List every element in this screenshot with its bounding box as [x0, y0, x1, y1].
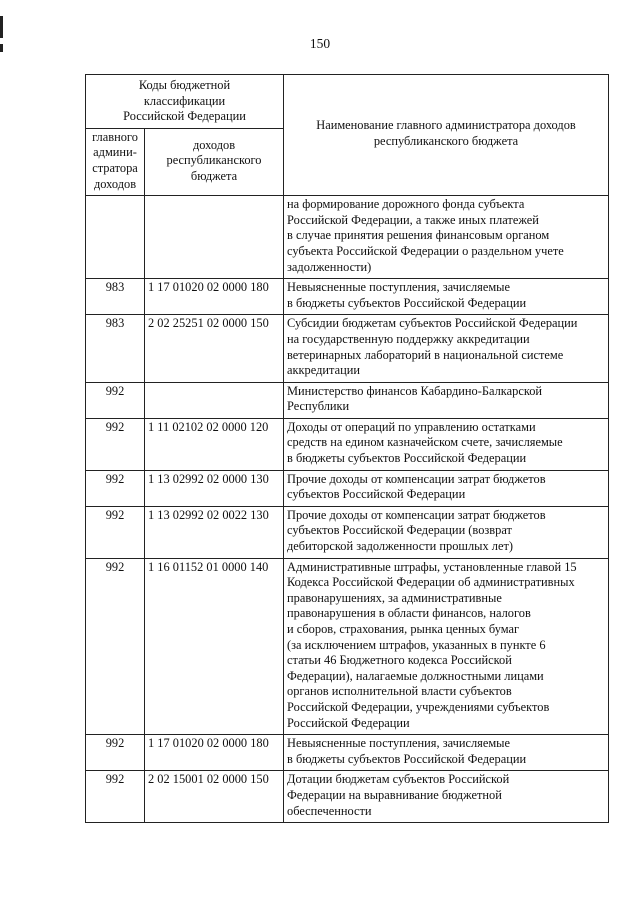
income-code-cell: 1 17 01020 02 0000 180 — [145, 735, 284, 771]
income-code-cell: 1 16 01152 01 0000 140 — [145, 558, 284, 735]
name-line: средств на едином казначейском счете, зачисляемые — [287, 435, 563, 450]
name-line: Невыясненные поступления, зачисляемые — [287, 736, 510, 751]
administrator-name-cell — [284, 470, 609, 506]
name-line: Кодекса Российской Федерации об административных — [287, 575, 575, 590]
header-administrator-name — [284, 75, 609, 196]
table-row — [86, 315, 609, 382]
administrator-name-cell — [284, 735, 609, 771]
name-line: (за исключением штрафов, указанных в пункте 6 — [287, 637, 546, 652]
header-line: главного — [92, 129, 138, 144]
header-line: доходов — [192, 137, 236, 152]
name-line: статьи 46 Бюджетного кодекса Российской — [287, 653, 512, 668]
table-row — [86, 382, 609, 418]
administrator-name-cell — [284, 196, 609, 279]
admin-code-cell: 992 — [86, 506, 145, 558]
name-line: Субсидии бюджетам субъектов Российской Федерации — [287, 316, 578, 331]
name-line: Министерство финансов Кабардино-Балкарской — [287, 383, 543, 398]
header-line: классификации — [143, 93, 226, 108]
header-line: Российской Федерации — [123, 109, 246, 124]
name-line: субъектов Российской Федерации (возврат — [287, 523, 512, 538]
header-republican-income — [145, 128, 284, 195]
header-line: Наименование главного администратора доходов — [316, 118, 576, 133]
name-line: субъектов Российской Федерации — [287, 487, 466, 502]
header-line: стратора — [92, 160, 138, 175]
header-main-administrator — [86, 128, 145, 195]
table-header — [86, 75, 609, 196]
table-row — [86, 470, 609, 506]
name-line: органов исполнительной власти субъектов — [287, 684, 512, 699]
name-line: Федерации), налагаемые должностными лицами — [287, 668, 544, 683]
administrator-name-cell — [284, 382, 609, 418]
name-line: обеспеченности — [287, 803, 372, 818]
income-code-cell — [145, 382, 284, 418]
header-budget-codes — [86, 75, 284, 129]
administrator-name-cell — [284, 279, 609, 315]
table-row — [86, 558, 609, 735]
name-line: и сборов, страхования, рынка ценных бумаг — [287, 622, 520, 636]
header-line: бюджета — [190, 168, 238, 183]
name-line: субъекта Российской Федерации о раздельном учете — [287, 243, 564, 258]
name-line: Федерации на выравнивание бюджетной — [287, 787, 502, 802]
admin-code-cell: 992 — [86, 470, 145, 506]
header-line: Коды бюджетной — [138, 78, 231, 92]
income-code-cell: 1 11 02102 02 0000 120 — [145, 418, 284, 470]
name-line: Российской Федерации, а также иных платежей — [287, 212, 539, 227]
name-line: на государственную поддержку аккредитации — [287, 331, 530, 346]
name-line: Российской Федерации, учреждениями субъектов — [287, 699, 550, 714]
header-line: республиканского бюджета — [373, 134, 519, 149]
name-line: Прочие доходы от компенсации затрат бюджетов — [287, 471, 546, 486]
admin-code-cell: 992 — [86, 735, 145, 771]
scan-edge-mark — [0, 16, 3, 38]
name-line: Дотации бюджетам субъектов Российской — [287, 772, 510, 787]
name-line: на формирование дорожного фонда субъекта — [287, 197, 525, 212]
name-line: в бюджеты субъектов Российской Федерации — [287, 451, 527, 466]
income-code-cell — [145, 196, 284, 279]
budget-classification-table — [85, 74, 609, 823]
page-number: 150 — [309, 36, 331, 51]
name-line: в бюджеты субъектов Российской Федерации — [287, 295, 527, 310]
name-line: в случае принятия решения финансовым органом — [287, 228, 550, 243]
admin-code-cell: 992 — [86, 771, 145, 823]
name-line: задолженности) — [287, 259, 372, 274]
header-line: республиканского — [166, 153, 262, 168]
name-line: дебиторской задолженности прошлых лет) — [287, 539, 514, 554]
table-row — [86, 418, 609, 470]
administrator-name-cell — [284, 506, 609, 558]
administrator-name-cell — [284, 315, 609, 382]
income-code-cell: 1 13 02992 02 0022 130 — [145, 506, 284, 558]
name-line: Административные штрафы, установленные главой 15 — [287, 559, 577, 574]
table-row — [86, 279, 609, 315]
income-code-cell: 2 02 15001 02 0000 150 — [145, 771, 284, 823]
administrator-name-cell — [284, 418, 609, 470]
income-code-cell: 2 02 25251 02 0000 150 — [145, 315, 284, 382]
name-line: аккредитации — [287, 363, 360, 378]
table-row — [86, 735, 609, 771]
header-line: доходов — [93, 176, 137, 191]
name-line: правонарушения в области финансов, налогов — [287, 606, 531, 621]
administrator-name-cell — [284, 558, 609, 735]
income-code-cell: 1 13 02992 02 0000 130 — [145, 470, 284, 506]
table-row — [86, 506, 609, 558]
admin-code-cell: 983 — [86, 279, 145, 315]
income-code-cell: 1 17 01020 02 0000 180 — [145, 279, 284, 315]
name-line: Невыясненные поступления, зачисляемые — [287, 280, 510, 295]
name-line: Российской Федерации — [287, 715, 410, 730]
name-line: правонарушениях, за административные — [287, 590, 502, 605]
name-line: в бюджеты субъектов Российской Федерации — [287, 751, 527, 766]
name-line: ветеринарных лабораторий в национальной системе — [287, 347, 564, 362]
admin-code-cell: 992 — [86, 418, 145, 470]
header-line: админи- — [93, 145, 137, 160]
name-line: Прочие доходы от компенсации затрат бюджетов — [287, 507, 546, 522]
name-line: Республики — [287, 399, 350, 414]
table-row — [86, 771, 609, 823]
table-row — [86, 196, 609, 279]
admin-code-cell — [86, 196, 145, 279]
name-line: Доходы от операций по управлению остатками — [287, 419, 536, 434]
admin-code-cell: 992 — [86, 558, 145, 735]
table-body — [86, 196, 609, 823]
administrator-name-cell — [284, 771, 609, 823]
admin-code-cell: 992 — [86, 382, 145, 418]
admin-code-cell: 983 — [86, 315, 145, 382]
